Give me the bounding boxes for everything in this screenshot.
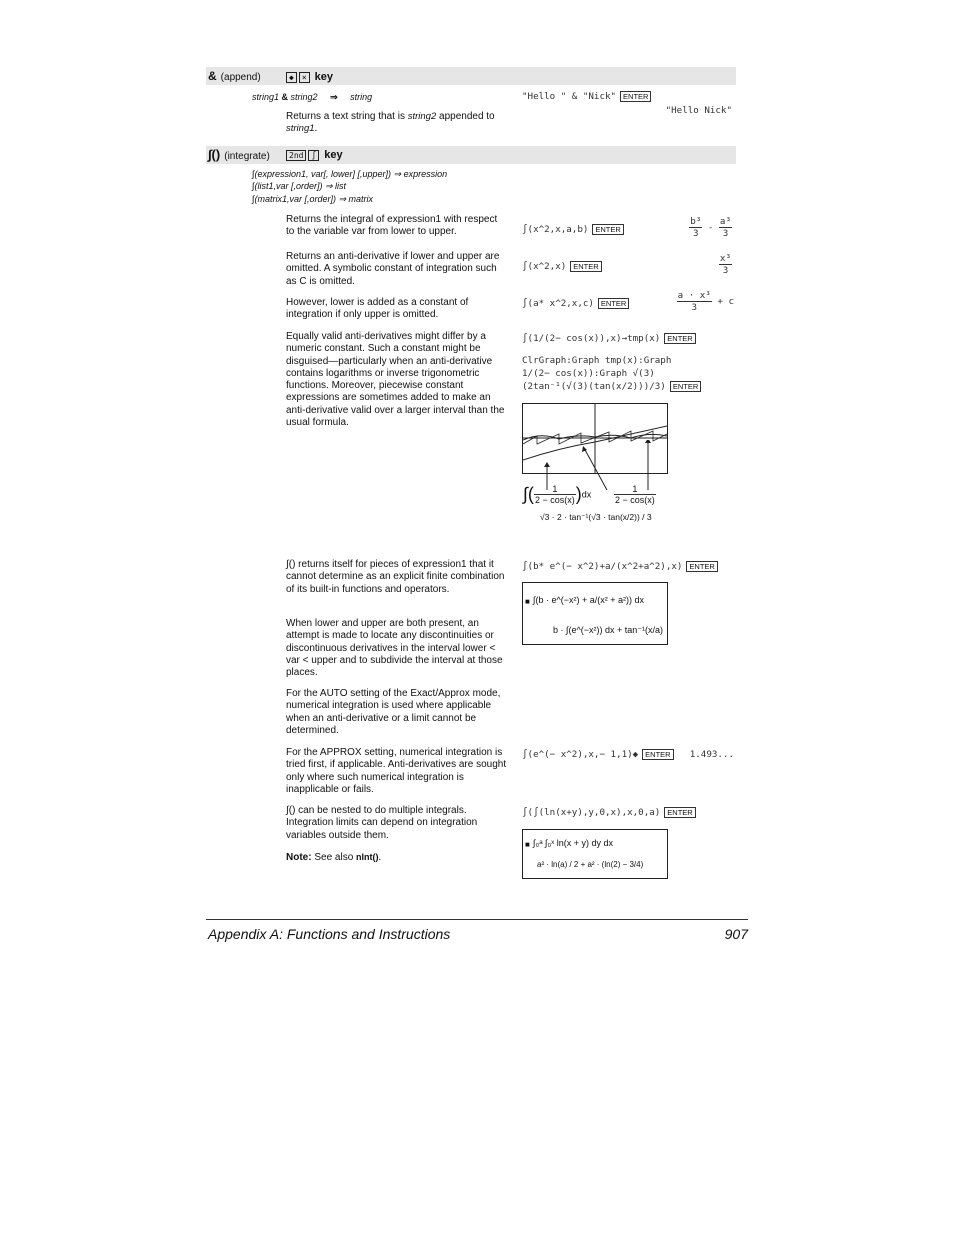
graph-label-1: ∫( $\frac{1}{2 - \cos(x)}$ )dx (523, 484, 592, 505)
integrate-desc-8: ∫() can be nested to do multiple integrals. Integration limits can depend on integration variables outside them. (286, 805, 478, 841)
pointer-arrow-1 (544, 462, 550, 467)
integrate-key-word: key (324, 149, 343, 161)
enter-key-icon: ENTER (670, 381, 701, 392)
result-screen-8 (522, 829, 668, 879)
append-description (286, 111, 508, 136)
diamond-key-icon: ◆ (286, 72, 297, 83)
desc-var: string1 (286, 123, 315, 135)
result-screen-4 (522, 582, 668, 645)
integrate-desc-5: When lower and upper are both present, an attempt is made to locate any discontinuities or discontinuous derivatives in the interval lower < var < upper and to subdivide the interval at those places. (286, 618, 503, 679)
bullet-icon: ■ (525, 597, 530, 606)
result-tail: + c (717, 296, 734, 307)
syntax-op: & (281, 92, 289, 102)
integrate-input-8 (522, 807, 696, 818)
bullet-icon: ■ (525, 840, 530, 849)
integral-key-icon: ∫ (308, 150, 319, 161)
screen-4-line1: ∫(b · e^(−x²) + a/(x² + a²)) dx (533, 595, 644, 605)
integrate-syntax-2: ∫(list1,var [,order]) ⇒ list (252, 181, 347, 191)
integrate-result-2 (677, 290, 734, 313)
desc-var: string2 (407, 111, 437, 122)
append-syntax (252, 92, 372, 103)
example-input-text: ∫(∫(ln(x+y),y,0,x),x,0,a) (522, 807, 661, 818)
integrate-input-4 (522, 561, 718, 572)
frac-denominator: 2 − cos(x) (615, 495, 655, 505)
frac-denominator: 3 (692, 228, 699, 239)
example-input-text: ∫(x^2,x,a,b) (522, 224, 589, 235)
example-input-text: ∫(x^2,x) (522, 261, 567, 272)
integrate-input-3-line2: ClrGraph:Graph tmp(x):Graph (522, 355, 672, 366)
enter-key-icon: ENTER (664, 333, 695, 344)
frac-numerator: x³ (719, 253, 731, 264)
enter-key-icon: ENTER (620, 91, 651, 102)
enter-key-icon: ENTER (664, 807, 695, 818)
example-input-text: ∫(b* e^(− x^2)+a/(x^2+a^2),x) (522, 561, 683, 572)
syntax-result: string (350, 92, 373, 102)
frac-denominator: 3 (691, 302, 698, 313)
desc-text: appended to (436, 111, 495, 122)
integrate-desc-2: However, lower is added as a constant of integration if only upper is omitted. (286, 297, 469, 321)
frac-denominator: 3 (722, 265, 729, 276)
screen-8-line2: a² · ln(a) / 2 + a² · (ln(2) − 3/4) (537, 860, 644, 869)
enter-key-icon: ENTER (592, 224, 623, 235)
integrate-input-3 (522, 333, 696, 344)
graph-label-3: √3 · 2 · tan⁻¹(√3 · tan(x/2)) / 3 (540, 512, 652, 522)
frac-numerator: a · x³ (677, 290, 711, 301)
integrate-key-combo (286, 149, 343, 161)
screen-8-line1: ∫₀ᵃ ∫₀ˣ ln(x + y) dy dx (533, 838, 613, 848)
frac-denominator: 3 (722, 228, 729, 239)
result-op: - (707, 222, 714, 233)
page-number: 907 (724, 926, 748, 942)
frac-numerator: a³ (719, 216, 731, 227)
append-key-combo (286, 71, 333, 83)
example-input-text: ∫(e^(− x^2),x,− 1,1)◆ (522, 749, 639, 760)
footer-title: Appendix A: Functions and Instructions (208, 926, 451, 942)
integrate-result-1 (719, 253, 732, 276)
syntax-arg2: string2 (290, 92, 318, 102)
integrate-title (208, 147, 270, 162)
integrate-desc-1: Returns an anti-derivative if lower and upper are omitted. A symbolic constant of integration such as C is omitted. (286, 251, 500, 287)
desc-text: Returns a text string that is (286, 111, 408, 122)
integrate-syntax-3: ∫(matrix1,var [,order]) ⇒ matrix (252, 194, 374, 204)
example-input-text: ∫(1/(2− cos(x)),x)→tmp(x) (522, 333, 661, 344)
append-key-word: key (314, 71, 334, 83)
append-title (208, 69, 261, 83)
note-label: Note: (286, 852, 312, 863)
enter-key-icon: ENTER (570, 261, 601, 272)
integrate-desc-7: For the APPROX setting, numerical integration is tried first, if applicable. Anti-derivatives are sought only where such numerical integration is inapplicable or fails. (286, 747, 507, 795)
integrate-input-7 (522, 749, 674, 760)
enter-key-icon: ENTER (642, 749, 673, 760)
integrate-result-0 (689, 216, 732, 239)
example-input-text: "Hello " & "Nick" (522, 91, 617, 102)
integrate-input-3-line3: 1/(2− cos(x)):Graph √(3) (522, 368, 655, 379)
pointer-arrow-2 (645, 440, 651, 443)
times-key-icon: × (299, 72, 310, 83)
integrate-syntax-1: ∫(expression1, var[, lower] [,upper]) ⇒ expression (252, 169, 448, 179)
frac-numerator: 1 (534, 484, 576, 495)
integrate-desc-6: For the AUTO setting of the Exact/Approx mode, numerical integration is used where applicable when an anti-derivative or a limit cannot be determined. (286, 688, 501, 736)
append-symbol: & (208, 69, 217, 83)
graph-label-2 (614, 484, 656, 505)
note-text: See also (311, 852, 357, 863)
integrate-input-2 (522, 298, 629, 309)
second-key-icon: 2nd (286, 150, 306, 161)
note-ref: nInt() (356, 852, 379, 862)
graph-pointers (522, 440, 666, 490)
integrate-input-1 (522, 261, 602, 272)
example-input-text: (2tan⁻¹(√(3)(tan(x/2)))/3) (522, 381, 666, 392)
screen-4-line2: b · ∫(e^(−x²)) dx + tan⁻¹(x/a) (553, 625, 663, 635)
append-example-input (522, 91, 651, 102)
integrate-desc-0: Returns the integral of expression1 with respect to the variable var from lower to upper. (286, 214, 498, 238)
append-name: (append) (220, 72, 261, 83)
integrate-desc-3: Equally valid anti-derivatives might differ by a numeric constant. Such a constant might be disguised—particularly when an anti-derivative contains logarithms or inverse trigonometric functions. Moreover, piecewise constant expressions are sometimes added to make an anti-derivative valid over a larger interval than the usual formula. (286, 331, 505, 429)
syntax-arg1: string1 (252, 92, 280, 102)
desc-text: . (314, 123, 318, 135)
frac-numerator: b³ (690, 216, 702, 227)
note-end: . (378, 852, 382, 863)
append-example-result: "Hello Nick" (665, 105, 732, 116)
integrate-result-7: 1.493... (689, 749, 734, 760)
integrate-input-0 (522, 224, 624, 235)
enter-key-icon: ENTER (686, 561, 717, 572)
enter-key-icon: ENTER (598, 298, 629, 309)
example-input-text: ∫(a* x^2,x,c) (522, 298, 594, 309)
integrate-symbol: ∫() (208, 147, 221, 162)
integrate-input-3-line4 (522, 381, 701, 392)
frac-numerator: 1 (614, 484, 656, 495)
frac-denominator: 2 − cos(x) (534, 495, 575, 505)
footer-rule (206, 919, 748, 920)
integrate-name: (integrate) (224, 151, 270, 162)
syntax-arrow: ⇒ (330, 92, 338, 102)
integrate-desc-4: ∫() returns itself for pieces of expression1 that it cannot determine as an explicit finite combination of its built-in functions and operators. (286, 559, 505, 595)
integrate-note (286, 851, 508, 864)
